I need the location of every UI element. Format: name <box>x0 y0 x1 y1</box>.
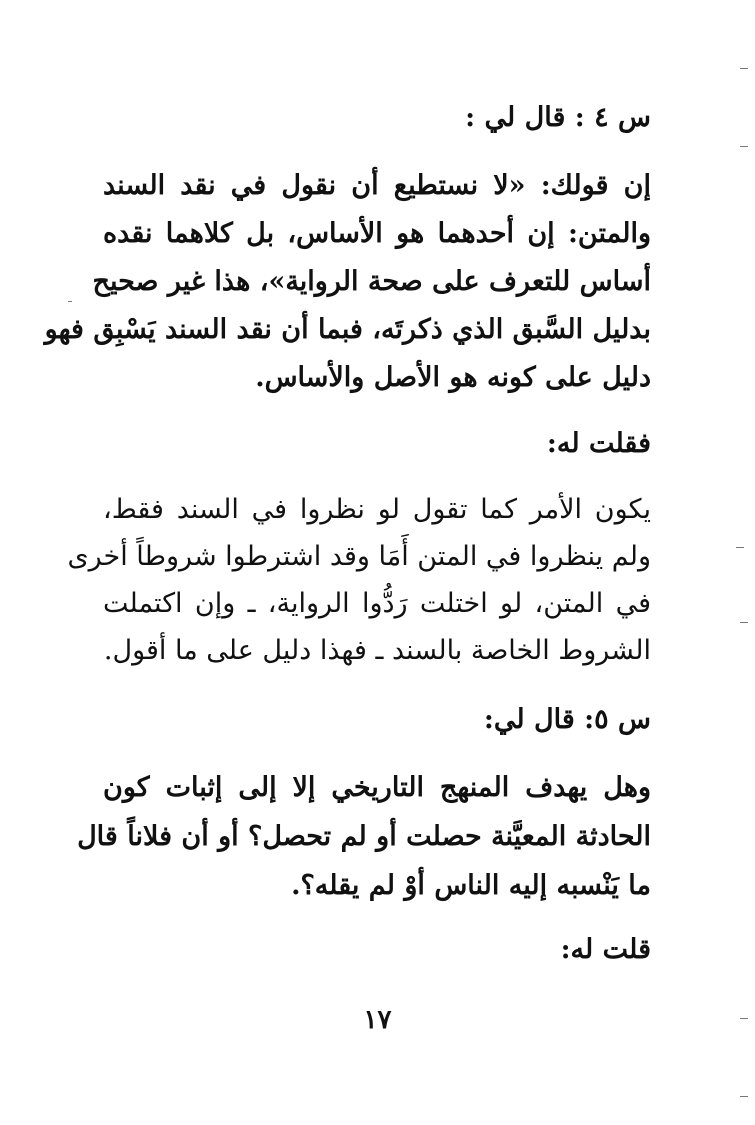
margin-mark <box>68 301 72 302</box>
question-5-heading: س ٥: قال لي: <box>483 704 651 735</box>
margin-mark <box>740 622 748 623</box>
question-4-heading: س ٤ : قال لي : <box>465 102 651 133</box>
answer-5-heading: قلت له: <box>560 934 651 965</box>
question-5-line-2: الحادثة المعيَّنة حصلت أو لم تحصل؟ أو أن فلاناً قال <box>77 821 651 852</box>
margin-mark <box>740 146 748 147</box>
question-4-line-2: والمتن: إن أحدهما هو الأساس، بل كلاهما نقده <box>103 218 651 249</box>
answer-4-line-4: الشروط الخاصة بالسند ـ فهذا دليل على ما أقول. <box>103 635 651 666</box>
question-4-line-3: أساس للتعرف على صحة الرواية»، هذا غير صحيح <box>92 266 651 297</box>
question-5-line-1: وهل يهدف المنهج التاريخي إلا إلى إثبات كون <box>103 772 651 803</box>
question-4-line-1: إن قولك: «لا نستطيع أن نقول في نقد السند <box>103 170 651 201</box>
answer-4-line-3: في المتن، لو اختلت رَدُّوا الرواية، ـ وإن اكتملت <box>103 588 651 619</box>
question-5-line-3: ما يَنْسبه إليه الناس أوْ لم يقله؟. <box>291 870 651 901</box>
margin-mark <box>740 68 748 69</box>
answer-4-line-2: ولم ينظروا في المتن أَمَا وقد اشترطوا شروطاً أخرى <box>67 541 651 572</box>
margin-mark <box>736 547 744 548</box>
question-4-line-4: بدليل السَّبق الذي ذكرتَه، فبما أن نقد السند يَسْبِق فهو <box>44 314 651 345</box>
question-4-line-5: دليل على كونه هو الأصل والأساس. <box>255 362 651 393</box>
margin-mark <box>740 1096 748 1097</box>
answer-4-heading: فقلت له: <box>546 428 651 459</box>
margin-mark <box>740 1018 748 1019</box>
page-number: ١٧ <box>363 1005 392 1035</box>
answer-4-line-1: يكون الأمر كما تقول لو نظروا في السند فقط، <box>103 494 651 525</box>
